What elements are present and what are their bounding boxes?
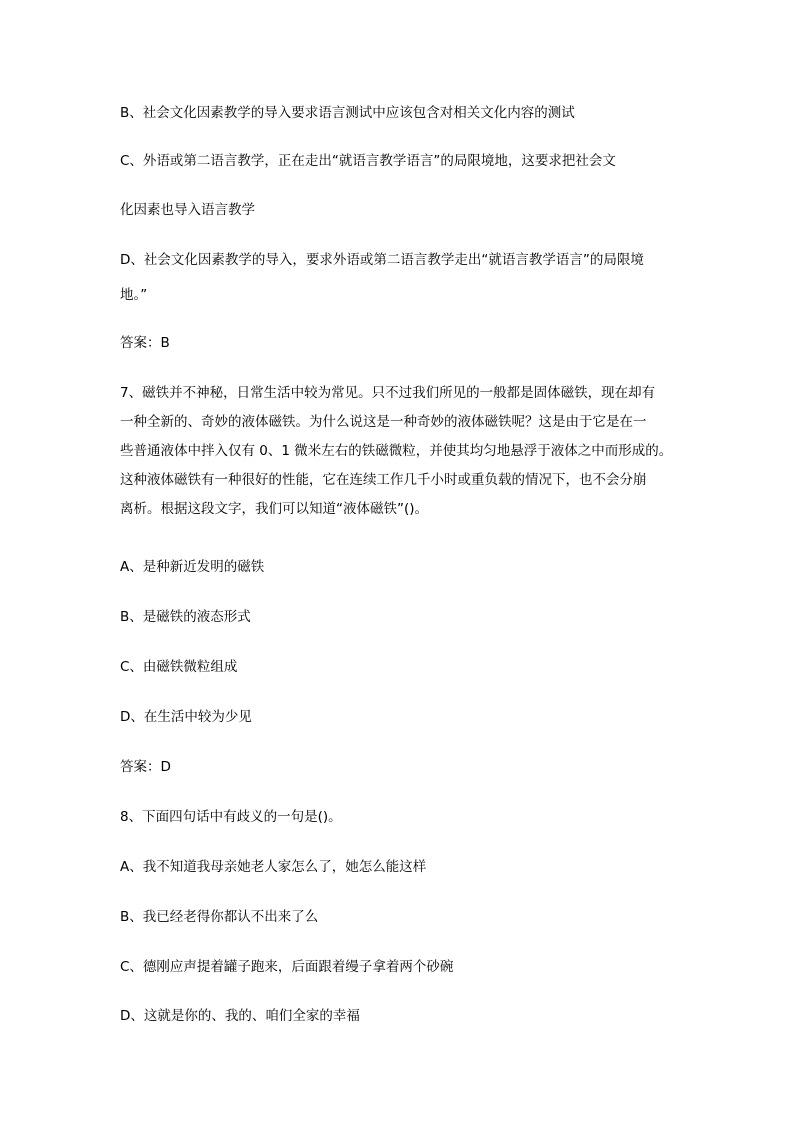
q7-stem-line: 7、磁铁并不神秘，日常生活中较为常见。只不过我们所见的一般都是固体磁铁，现在却有: [120, 385, 656, 401]
q6-option-b: B、社会文化因素教学的导入要求语言测试中应该包含对相关文化内容的测试: [120, 105, 575, 121]
q7-option-b: B、是磁铁的液态形式: [120, 609, 251, 625]
q7-answer: 答案：D: [120, 759, 171, 775]
q8-stem: 8、下面四句话中有歧义的一句是()。: [120, 809, 342, 825]
q6-option-c-cont: 化因素也导入语言教学: [120, 202, 255, 218]
q7-stem-line: 这种液体磁铁有一种很好的性能，它在连续工作几千小时或重负载的情况下，也不会分崩: [120, 472, 647, 488]
q8-option-d: D、这就是你的、我的、咱们全家的幸福: [120, 1008, 360, 1024]
q8-option-c: C、德刚应声提着罐子跑来，后面跟着缦子拿着两个砂碗: [120, 959, 454, 975]
q6-option-d-cont: 地。”: [120, 287, 148, 303]
q7-stem-line: 些普通液体中拌入仅有 0、1 微米左右的铁磁微粒，并使其均匀地悬浮于液体之中而形成的。: [120, 443, 673, 459]
q6-option-c: C、外语或第二语言教学，正在走出“就语言教学语言”的局限境地，这要求把社会文: [120, 153, 616, 169]
q8-option-b: B、我已经老得你都认不出来了么: [120, 909, 319, 925]
q7-option-c: C、由磁铁微粒组成: [120, 659, 238, 675]
q6-option-d: D、社会文化因素教学的导入，要求外语或第二语言教学走出“就语言教学语言”的局限境: [120, 252, 644, 268]
q7-stem-line: 离析。根据这段文字，我们可以知道“液体磁铁”()。: [120, 501, 429, 517]
q7-option-a: A、是种新近发明的磁铁: [120, 559, 265, 575]
q8-option-a: A、我不知道我母亲她老人家怎么了，她怎么能这样: [120, 859, 427, 875]
q6-answer: 答案：B: [120, 335, 170, 351]
q7-option-d: D、在生活中较为少见: [120, 709, 252, 725]
q7-stem-line: 一种全新的、奇妙的液体磁铁。为什么说这是一种奇妙的液体磁铁呢？这是由于它是在一: [120, 414, 647, 430]
